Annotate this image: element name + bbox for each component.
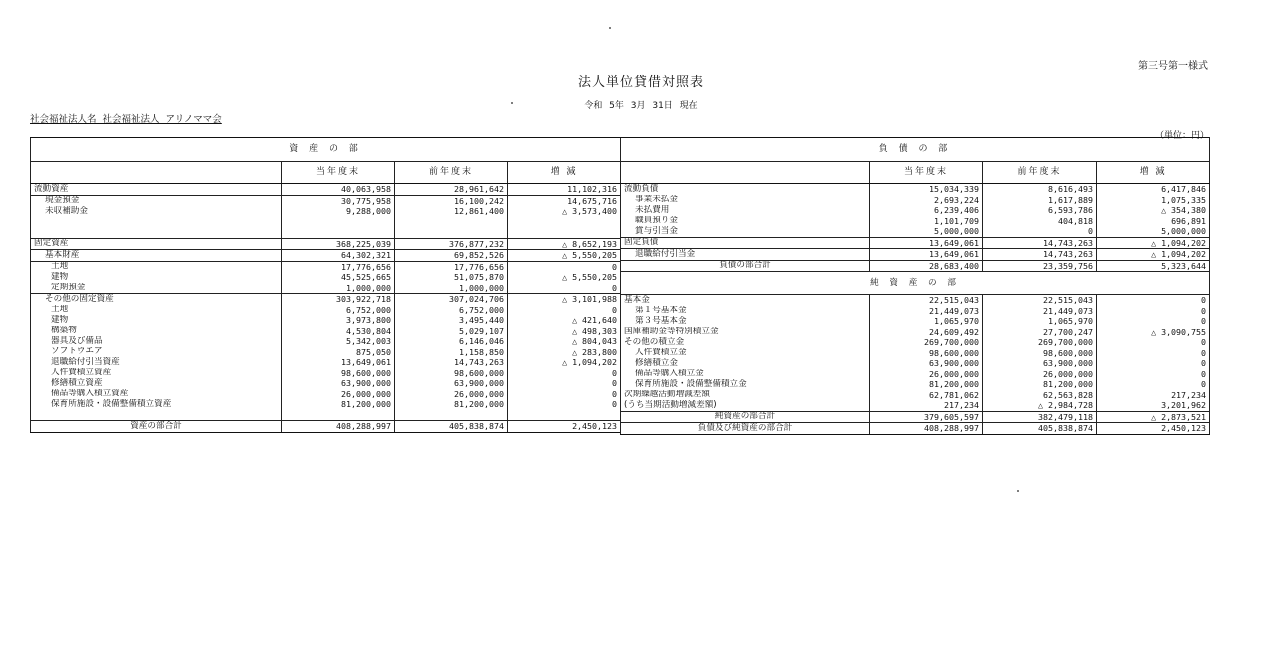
cell-prev: 23,359,756 [983, 260, 1097, 272]
cell-diff: 5,323,644 [1097, 260, 1210, 272]
corporation-name: 社会福祉法人名 社会福祉法人 アリノママ会 [30, 114, 222, 125]
cell-diff: 0 [1097, 379, 1210, 390]
cell-prev: 26,000,000 [395, 389, 508, 400]
cell-diff: 217,234 [1097, 390, 1210, 401]
cell-cur: 6,752,000 [282, 305, 395, 316]
cell-prev: 0 [983, 226, 1097, 237]
cell-label: 退職給付引当資産 [31, 357, 282, 368]
cell-prev: 26,000,000 [983, 369, 1097, 380]
cell-prev: 3,495,440 [395, 315, 508, 326]
cell-diff: △ 8,652,193 [508, 238, 621, 250]
cell-label: 基本金 [621, 295, 870, 306]
cell-prev: 1,158,850 [395, 347, 508, 358]
cell-label: 土地 [31, 305, 282, 316]
asset-row [31, 389, 621, 400]
cell-cur: 217,234 [870, 400, 983, 411]
net-asset-row [621, 316, 1210, 327]
cell-diff: △ 421,640 [508, 315, 621, 326]
cell-label: 流動負債 [621, 184, 870, 195]
cell-label: 基本財産 [31, 250, 282, 262]
cell-diff: 5,000,000 [1097, 226, 1210, 237]
cell-cur: 5,000,000 [870, 226, 983, 237]
cell-diff: 2,450,123 [508, 421, 621, 433]
cell-cur: 13,649,061 [282, 357, 395, 368]
cell-diff: 11,102,316 [508, 184, 621, 196]
liability-row [621, 205, 1210, 216]
cell-label: 定期預金 [31, 283, 282, 294]
liability-row [621, 249, 1210, 261]
cell-cur [282, 227, 395, 238]
scan-speck [511, 102, 513, 104]
cell-diff: 0 [1097, 369, 1210, 380]
assets-table [30, 137, 621, 433]
assets-header-change: 増 減 [508, 162, 621, 184]
cell-diff: 14,675,716 [508, 195, 621, 206]
liabilities-total-row [621, 260, 1210, 272]
net-assets-section-header [621, 272, 1210, 295]
cell-label: 器具及び備品 [31, 336, 282, 347]
cell-prev [395, 217, 508, 228]
liabilities-table [620, 137, 1210, 435]
cell-diff: 0 [508, 368, 621, 379]
cell-prev: 307,024,706 [395, 294, 508, 305]
liabilities-column-header [621, 162, 1210, 184]
cell-cur: 26,000,000 [870, 369, 983, 380]
cell-cur: 379,605,597 [870, 411, 983, 423]
cell-diff: 0 [1097, 358, 1210, 369]
cell-prev: 5,029,107 [395, 326, 508, 337]
cell-diff: 3,201,962 [1097, 400, 1210, 411]
cell-diff: 0 [508, 283, 621, 294]
cell-prev: 62,563,828 [983, 390, 1097, 401]
cell-prev: 98,600,000 [983, 348, 1097, 359]
cell-cur: 62,781,062 [870, 390, 983, 401]
asset-row [31, 206, 621, 217]
cell-label: 建物 [31, 315, 282, 326]
cell-prev: 16,100,242 [395, 195, 508, 206]
cell-prev: 69,852,526 [395, 250, 508, 262]
asset-row [31, 315, 621, 326]
cell-label: その他の固定資産 [31, 294, 282, 305]
liability-row [621, 237, 1210, 249]
cell-diff: 0 [508, 378, 621, 389]
asset-row [31, 305, 621, 316]
asset-row [31, 195, 621, 206]
cell-prev: 22,515,043 [983, 295, 1097, 306]
assets-header-previous: 前年度末 [395, 162, 508, 184]
cell-cur: 45,525,665 [282, 272, 395, 283]
cell-diff: 696,891 [1097, 216, 1210, 227]
cell-label: 土地 [31, 261, 282, 272]
asset-row [31, 238, 621, 250]
cell-label [31, 227, 282, 238]
cell-cur: 28,683,400 [870, 260, 983, 272]
cell-label: 保育所施設・設備整備積立金 [621, 379, 870, 390]
cell-cur: 22,515,043 [870, 295, 983, 306]
liability-row [621, 195, 1210, 206]
cell-prev: 21,449,073 [983, 306, 1097, 317]
liabilities-header-current: 当年度末 [870, 162, 983, 184]
asset-row [31, 261, 621, 272]
asset-row [31, 227, 621, 238]
cell-cur: 98,600,000 [282, 368, 395, 379]
cell-cur: 5,342,003 [282, 336, 395, 347]
cell-label: (うち当期活動増減差額) [621, 400, 870, 411]
cell-prev [395, 227, 508, 238]
asset-row [31, 347, 621, 358]
cell-diff: △ 498,303 [508, 326, 621, 337]
cell-prev: 6,146,046 [395, 336, 508, 347]
cell-diff: 0 [1097, 295, 1210, 306]
cell-prev: 12,861,400 [395, 206, 508, 217]
cell-cur: 408,288,997 [282, 421, 395, 433]
cell-diff: 1,075,335 [1097, 195, 1210, 206]
liability-row [621, 226, 1210, 237]
cell-cur: 9,288,000 [282, 206, 395, 217]
cell-diff: △ 283,800 [508, 347, 621, 358]
cell-prev: 1,000,000 [395, 283, 508, 294]
cell-label: 未収補助金 [31, 206, 282, 217]
cell-cur: 26,000,000 [282, 389, 395, 400]
assets-section-title: 資 産 の 部 [31, 138, 621, 162]
cell-diff: △ 3,101,988 [508, 294, 621, 305]
cell-cur: 64,302,321 [282, 250, 395, 262]
cell-label: 国庫補助金等特別積立金 [621, 327, 870, 338]
cell-label: 人件費積立資産 [31, 368, 282, 379]
cell-cur: 81,200,000 [282, 399, 395, 410]
cell-diff: 0 [1097, 337, 1210, 348]
asset-row [31, 378, 621, 389]
cell-prev: 382,479,118 [983, 411, 1097, 423]
liability-row [621, 216, 1210, 227]
cell-diff [508, 227, 621, 238]
cell-diff: 0 [508, 399, 621, 410]
cell-cur: 6,239,406 [870, 205, 983, 216]
cell-label: 流動資産 [31, 184, 282, 196]
cell-cur: 3,973,800 [282, 315, 395, 326]
cell-prev: 376,877,232 [395, 238, 508, 250]
net-asset-row [621, 379, 1210, 390]
cell-label: 資産の部合計 [31, 421, 282, 433]
form-number: 第三号第一様式 [1138, 61, 1208, 72]
cell-prev: 51,075,870 [395, 272, 508, 283]
cell-label: 備品等購入積立金 [621, 369, 870, 380]
cell-cur: 2,693,224 [870, 195, 983, 206]
cell-label: 第３号基本金 [621, 316, 870, 327]
assets-total-row [31, 421, 621, 433]
cell-cur: 269,700,000 [870, 337, 983, 348]
cell-cur [282, 217, 395, 228]
cell-diff: △ 5,550,205 [508, 272, 621, 283]
asset-row [31, 399, 621, 410]
cell-cur: 15,034,339 [870, 184, 983, 195]
cell-label: 固定負債 [621, 237, 870, 249]
assets-section-header [31, 138, 621, 162]
cell-diff: 6,417,846 [1097, 184, 1210, 195]
net-assets-total-row [621, 411, 1210, 423]
cell-prev: 81,200,000 [983, 379, 1097, 390]
asset-row [31, 217, 621, 228]
cell-prev: 405,838,874 [395, 421, 508, 433]
cell-diff: △ 2,873,521 [1097, 411, 1210, 423]
grand-total-row [621, 423, 1210, 435]
cell-label: ソフトウエア [31, 347, 282, 358]
cell-prev: 405,838,874 [983, 423, 1097, 435]
asset-row [31, 184, 621, 196]
cell-prev: 8,616,493 [983, 184, 1097, 195]
net-asset-row [621, 348, 1210, 359]
cell-prev: 269,700,000 [983, 337, 1097, 348]
cell-label: 純資産の部合計 [621, 411, 870, 423]
cell-prev: 14,743,263 [395, 357, 508, 368]
cell-diff: △ 1,094,202 [1097, 249, 1210, 261]
cell-label: 人件費積立金 [621, 348, 870, 359]
net-asset-row [621, 390, 1210, 401]
net-asset-row [621, 327, 1210, 338]
cell-label: 修繕積立資産 [31, 378, 282, 389]
cell-cur: 30,775,958 [282, 195, 395, 206]
scan-speck [609, 27, 611, 29]
liabilities-section-header [621, 138, 1210, 162]
cell-label [31, 410, 282, 421]
cell-diff: 0 [508, 261, 621, 272]
assets-column-header [31, 162, 621, 184]
cell-cur: 40,063,958 [282, 184, 395, 196]
cell-cur: 1,101,709 [870, 216, 983, 227]
cell-label: 負債及び純資産の部合計 [621, 423, 870, 435]
net-asset-row [621, 369, 1210, 380]
scan-speck [1017, 490, 1019, 492]
cell-cur: 17,776,656 [282, 261, 395, 272]
asset-row [31, 357, 621, 368]
cell-cur: 13,649,061 [870, 237, 983, 249]
cell-cur: 368,225,039 [282, 238, 395, 250]
cell-label: 修繕積立金 [621, 358, 870, 369]
cell-diff: 0 [1097, 316, 1210, 327]
cell-cur [282, 410, 395, 421]
net-assets-section-title: 純 資 産 の 部 [621, 272, 1210, 295]
cell-diff: △ 3,573,400 [508, 206, 621, 217]
cell-prev: 63,900,000 [983, 358, 1097, 369]
cell-prev: 98,600,000 [395, 368, 508, 379]
cell-label: 建物 [31, 272, 282, 283]
cell-label: 固定資産 [31, 238, 282, 250]
cell-prev: 14,743,263 [983, 237, 1097, 249]
cell-cur: 303,922,718 [282, 294, 395, 305]
cell-cur: 4,530,804 [282, 326, 395, 337]
cell-prev [395, 410, 508, 421]
cell-diff: 0 [1097, 306, 1210, 317]
cell-cur: 1,065,970 [870, 316, 983, 327]
cell-label: 保育所施設・設備整備積立資産 [31, 399, 282, 410]
cell-label: 未払費用 [621, 205, 870, 216]
cell-prev: 6,593,786 [983, 205, 1097, 216]
cell-cur: 408,288,997 [870, 423, 983, 435]
cell-label: 退職給付引当金 [621, 249, 870, 261]
cell-label [31, 217, 282, 228]
cell-label: 現金預金 [31, 195, 282, 206]
liability-row [621, 184, 1210, 195]
cell-diff: △ 1,094,202 [1097, 237, 1210, 249]
cell-label: 職員預り金 [621, 216, 870, 227]
cell-label: 構築物 [31, 326, 282, 337]
cell-cur: 81,200,000 [870, 379, 983, 390]
net-asset-row [621, 400, 1210, 411]
asset-row [31, 294, 621, 305]
cell-prev: 27,700,247 [983, 327, 1097, 338]
cell-label: 賞与引当金 [621, 226, 870, 237]
cell-diff: △ 3,090,755 [1097, 327, 1210, 338]
asset-row [31, 326, 621, 337]
cell-diff: △ 5,550,205 [508, 250, 621, 262]
cell-cur: 98,600,000 [870, 348, 983, 359]
cell-cur: 1,000,000 [282, 283, 395, 294]
cell-label: 次期繰越活動増減差額 [621, 390, 870, 401]
cell-prev: 1,065,970 [983, 316, 1097, 327]
net-asset-row [621, 295, 1210, 306]
cell-cur: 24,609,492 [870, 327, 983, 338]
cell-diff: △ 1,094,202 [508, 357, 621, 368]
cell-diff [508, 217, 621, 228]
net-asset-row [621, 358, 1210, 369]
liabilities-section-title: 負 債 の 部 [621, 138, 1210, 162]
assets-header-blank [31, 162, 282, 184]
asset-row [31, 336, 621, 347]
cell-prev: △ 2,984,728 [983, 400, 1097, 411]
cell-label: 備品等購入積立資産 [31, 389, 282, 400]
document-title: 法人単位貸借対照表 [577, 75, 704, 90]
document-date: 令和 5年 3月 31日 現在 [584, 101, 698, 111]
cell-diff: 0 [508, 305, 621, 316]
cell-label: 第１号基本金 [621, 306, 870, 317]
liabilities-header-change: 増 減 [1097, 162, 1210, 184]
liabilities-header-blank [621, 162, 870, 184]
cell-diff: △ 354,380 [1097, 205, 1210, 216]
net-asset-row [621, 306, 1210, 317]
cell-label: その他の積立金 [621, 337, 870, 348]
cell-prev: 1,617,889 [983, 195, 1097, 206]
cell-cur: 63,900,000 [870, 358, 983, 369]
asset-row [31, 283, 621, 294]
cell-label: 負債の部合計 [621, 260, 870, 272]
asset-row [31, 250, 621, 262]
cell-diff [508, 410, 621, 421]
cell-label: 事業未払金 [621, 195, 870, 206]
cell-prev: 81,200,000 [395, 399, 508, 410]
cell-diff: △ 804,043 [508, 336, 621, 347]
cell-prev: 28,961,642 [395, 184, 508, 196]
cell-prev: 14,743,263 [983, 249, 1097, 261]
cell-cur: 875,050 [282, 347, 395, 358]
cell-diff: 0 [508, 389, 621, 400]
cell-diff: 2,450,123 [1097, 423, 1210, 435]
cell-cur: 21,449,073 [870, 306, 983, 317]
asset-row [31, 368, 621, 379]
cell-prev: 17,776,656 [395, 261, 508, 272]
assets-header-current: 当年度末 [282, 162, 395, 184]
cell-cur: 63,900,000 [282, 378, 395, 389]
asset-row [31, 272, 621, 283]
cell-cur: 13,649,061 [870, 249, 983, 261]
cell-prev: 404,818 [983, 216, 1097, 227]
liabilities-header-previous: 前年度末 [983, 162, 1097, 184]
cell-diff: 0 [1097, 348, 1210, 359]
cell-prev: 6,752,000 [395, 305, 508, 316]
asset-row [31, 410, 621, 421]
net-asset-row [621, 337, 1210, 348]
unit-note: （単位：円） [1155, 131, 1210, 141]
cell-prev: 63,900,000 [395, 378, 508, 389]
